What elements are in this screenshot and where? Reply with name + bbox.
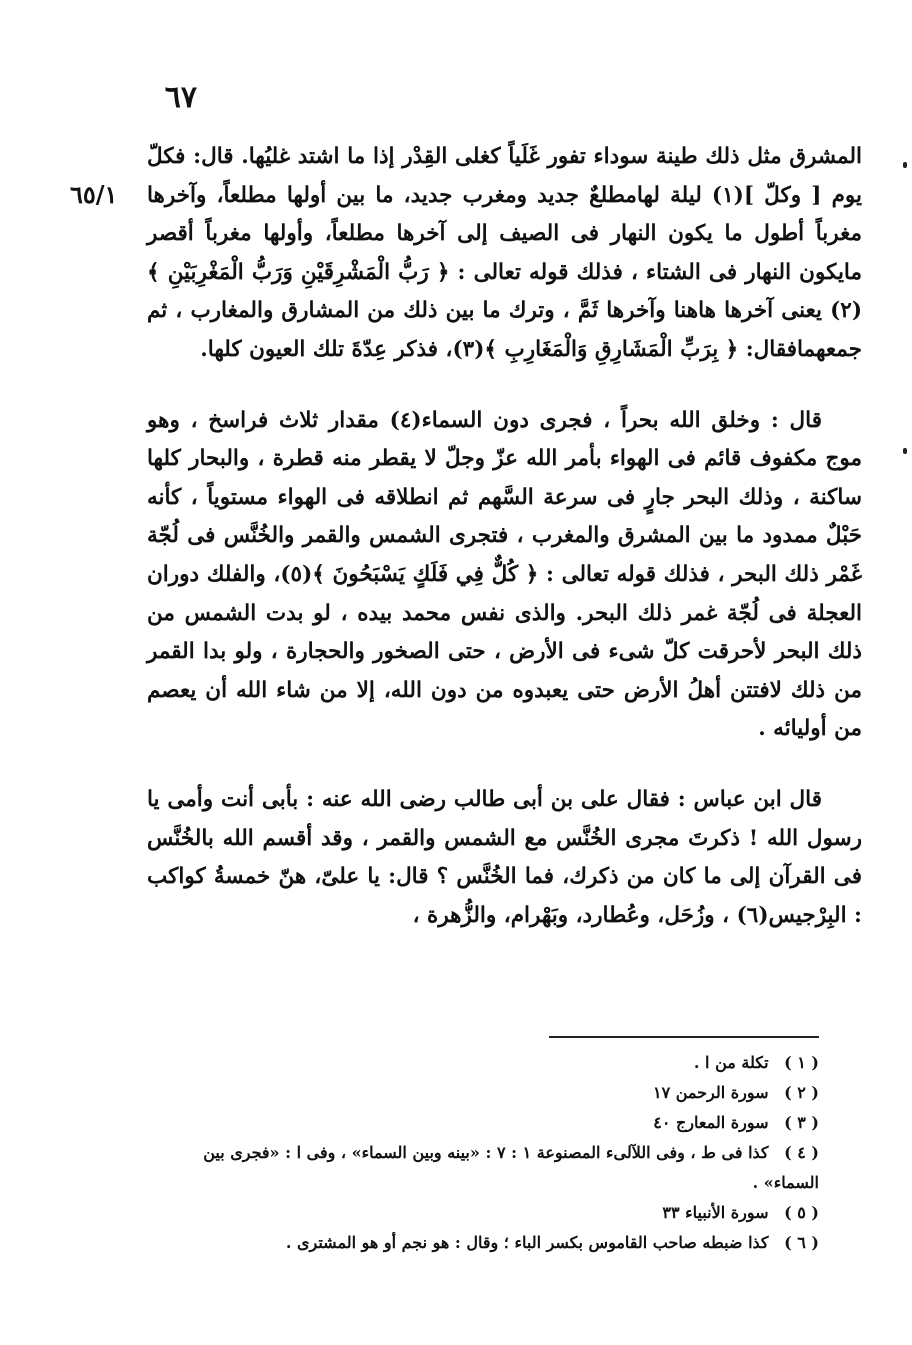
footnote-separator: [549, 1036, 819, 1038]
footnote-number: ( ٥ ): [784, 1203, 819, 1222]
paragraph: قال : وخلق الله بحراً ، فجرى دون السماء(٤) مقدار ثلاث فراسخ ، وهو موج مكفوف قائم فى الهواء بأمر الله عزّ وجلّ لا يقطر منه قطرة ، والبحار كلها ساكنة ، وذلك البحر جارٍ فى سرعة السَّهم ثم انطلاقه فى الهواء مستوياً ، كأنه حَبْلٌ ممدود ما بين المشرق والمغرب ، فتجرى الشمس والقمر والخُنَّس فى لُجّة غَمْر ذلك البحر ، فذلك قوله تعالى : ﴿ كُلٌّ فِي فَلَكٍ يَسْبَحُونَ ﴾(٥)، والفلك دوران العجلة فى لُجّة غمر ذلك البحر. والذى نفس محمد بيده ، لو بدت الشمس من ذلك البحر لأحرقت كلّ شىء فى الأرض ، حتى الصخور والحجارة ، ولو بدا القمر من ذلك لافتتن أهلُ الأرض حتى يعبدوه من دون الله، إلا من شاء الله أن يعصم من أوليائه .: [147, 407, 862, 742]
footnote-item: [159, 1138, 819, 1198]
margin-dot-mark: [903, 448, 907, 454]
footnote-number: ( ٤ ): [784, 1143, 819, 1162]
footnote-number: ( ٣ ): [784, 1113, 819, 1132]
footnote-text: كذا فى ط ، وفى اللآلىء المصنوعة ١ : ٧ : «بينه وبين السماء» ، وفى ا : «فجرى بين السماء» .: [203, 1143, 819, 1192]
footnote-text: تكلة من ا .: [693, 1053, 769, 1072]
footnotes: [159, 1048, 819, 1258]
footnote-number: ( ١ ): [784, 1053, 819, 1072]
footnote-number: ( ٢ ): [784, 1083, 819, 1102]
margin-reference: ٦٥/١: [70, 180, 118, 209]
footnote-text: سورة المعارج ٤٠: [653, 1113, 769, 1132]
footnote-number: ( ٦ ): [784, 1233, 819, 1252]
footnote-item: [159, 1048, 819, 1078]
paragraph: المشرق مثل ذلك طينة سوداء تفور غَلَياً كغلى القِدْر إذا ما اشتد غليُها. قال: فكلّ يوم [ وكلّ ](١) ليلة لهامطلعٌ جديد ومغرب جديد، ما بين أولها مطلعاً، وآخرها مغرباً أطول ما يكون النهار فى الصيف إلى آخرها مطلعاً، وأولها مغرباً أقصر مايكون النهار فى الشتاء ، فذلك قوله تعالى : ﴿ رَبُّ الْمَشْرِقَيْنِ وَرَبُّ الْمَغْرِبَيْنِ ﴾(٢) يعنى آخرها هاهنا وآخرها ثَمَّ ، وترك ما بين ذلك من المشارق والمغارب ، ثم جمعهمافقال: ﴿ بِرَبِّ الْمَشَارِقِ وَالْمَغَارِبِ ﴾(٣)، فذكر عِدّةَ تلك العيون كلها.: [147, 144, 863, 362]
footnote-text: كذا ضبطه صاحب القاموس بكسر الباء ؛ وقال : هو نجم أو هو المشترى .: [285, 1233, 769, 1252]
footnote-item: [159, 1078, 819, 1108]
footnote-item: [159, 1228, 819, 1258]
paragraph: قال ابن عباس : فقال على بن أبى طالب رضى الله عنه : بأبى أنت وأمى يا رسول الله ! ذكرتَ مجرى الخُنَّس مع الشمس والقمر ، وقد أقسم الله بالخُنَّس فى القرآن إلى ما كان من ذكرك، فما الخُنَّس ؟ قال: يا علىّ، هنّ خمسةُ كواكب : البِرْجيس(٦) ، وزُحَل، وعُطارد، وبَهْرام، والزُّهرة ،: [147, 786, 862, 928]
footnote-text: سورة الأنبياء ٣٣: [662, 1203, 769, 1222]
footnote-item: [159, 1198, 819, 1228]
footnote-item: [159, 1108, 819, 1138]
main-text: [147, 138, 862, 935]
page-number: ٦٧: [164, 80, 197, 115]
footnote-text: سورة الرحمن ١٧: [652, 1083, 769, 1102]
margin-dot-mark: [903, 162, 907, 168]
